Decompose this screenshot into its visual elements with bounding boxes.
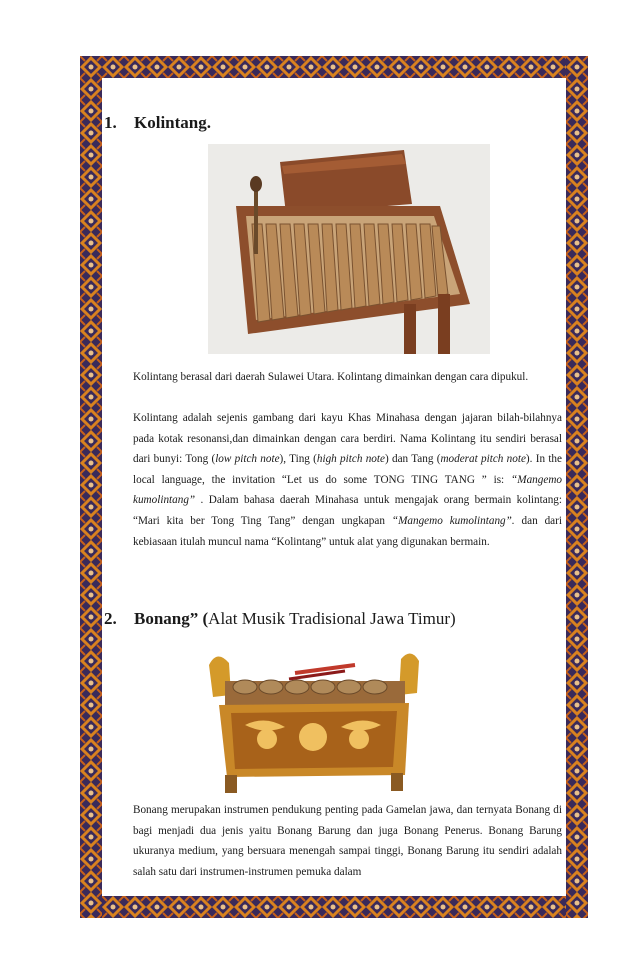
- bonang-image: [205, 645, 423, 795]
- moderat-pitch-term: moderat pitch note: [440, 453, 526, 466]
- kolintang-text-b: ), Ting (: [279, 453, 317, 466]
- section-2-number: 2.: [104, 609, 117, 628]
- kolintang-text-c: ) dan Tang (: [384, 453, 441, 466]
- kolintang-text-d: ). In the local language, the invitation “Let us do some TONG TING TANG ” is:: [133, 453, 562, 486]
- kolintang-text-a: Kolintang adalah sejenis gambang dari kayu Khas Minahasa dengan jajaran bilah-bilahnya pada kotak resonansi,dan dimainkan dengan cara berdiri. Nama Kolintang itu sendiri berasal dari bunyi: Tong (: [133, 412, 562, 466]
- kolintang-origin-text: Kolintang berasal dari daerah Sulawei Utara. Kolintang dimainkan dengan cara dipukul.: [133, 371, 529, 383]
- bonang-paragraph-1: [133, 800, 562, 882]
- section-1-number: 1.: [104, 113, 117, 132]
- kolintang-text-f: dan dari kebiasaan itulah muncul nama “Kolintang” untuk alat yang digunakan bermain.: [133, 514, 562, 548]
- kolintang-image: [208, 144, 490, 354]
- section-1-title: Kolintang.: [134, 113, 211, 132]
- section-2-title-bold: Bonang” (: [134, 609, 209, 628]
- kolintang-paragraph-2: [133, 408, 562, 552]
- low-pitch-term: low pitch note: [215, 453, 280, 466]
- ornamental-border-right: [566, 56, 588, 918]
- section-2-heading: [104, 609, 456, 629]
- section-2-title-rest: Alat Musik Tradisional Jawa Timur): [208, 609, 456, 628]
- section-1-heading: [104, 113, 211, 133]
- ornamental-border-left: [80, 56, 102, 918]
- ornamental-border-bottom: [80, 896, 588, 918]
- kolintang-paragraph-1: [133, 367, 562, 388]
- kolintang-text-e: . Dalam bahasa daerah Minahasa untuk mengajak orang bermain kolintang: “Mari kita ber Tong Ting Tang” dengan ungkapan: [133, 494, 562, 527]
- mangemo-phrase-1: “Mangemo kumolintang”: [133, 473, 562, 507]
- mangemo-phrase-2: “Mangemo kumolintang”.: [391, 514, 515, 527]
- bonang-description: Bonang merupakan instrumen pendukung penting pada Gamelan jawa, dan ternyata Bonang di bagi menjadi dua jenis yaitu Bonang Barung dan juga Bonang Penerus. Bonang Barung ukuranya medium, yang bersuara menengah sampai tinggi, Bonang Barung itu sendiri adalah salah satu dari instrumen-instrumen pemuka dalam: [133, 804, 562, 878]
- high-pitch-term: high pitch note: [316, 453, 385, 466]
- ornamental-border-top: [80, 56, 588, 78]
